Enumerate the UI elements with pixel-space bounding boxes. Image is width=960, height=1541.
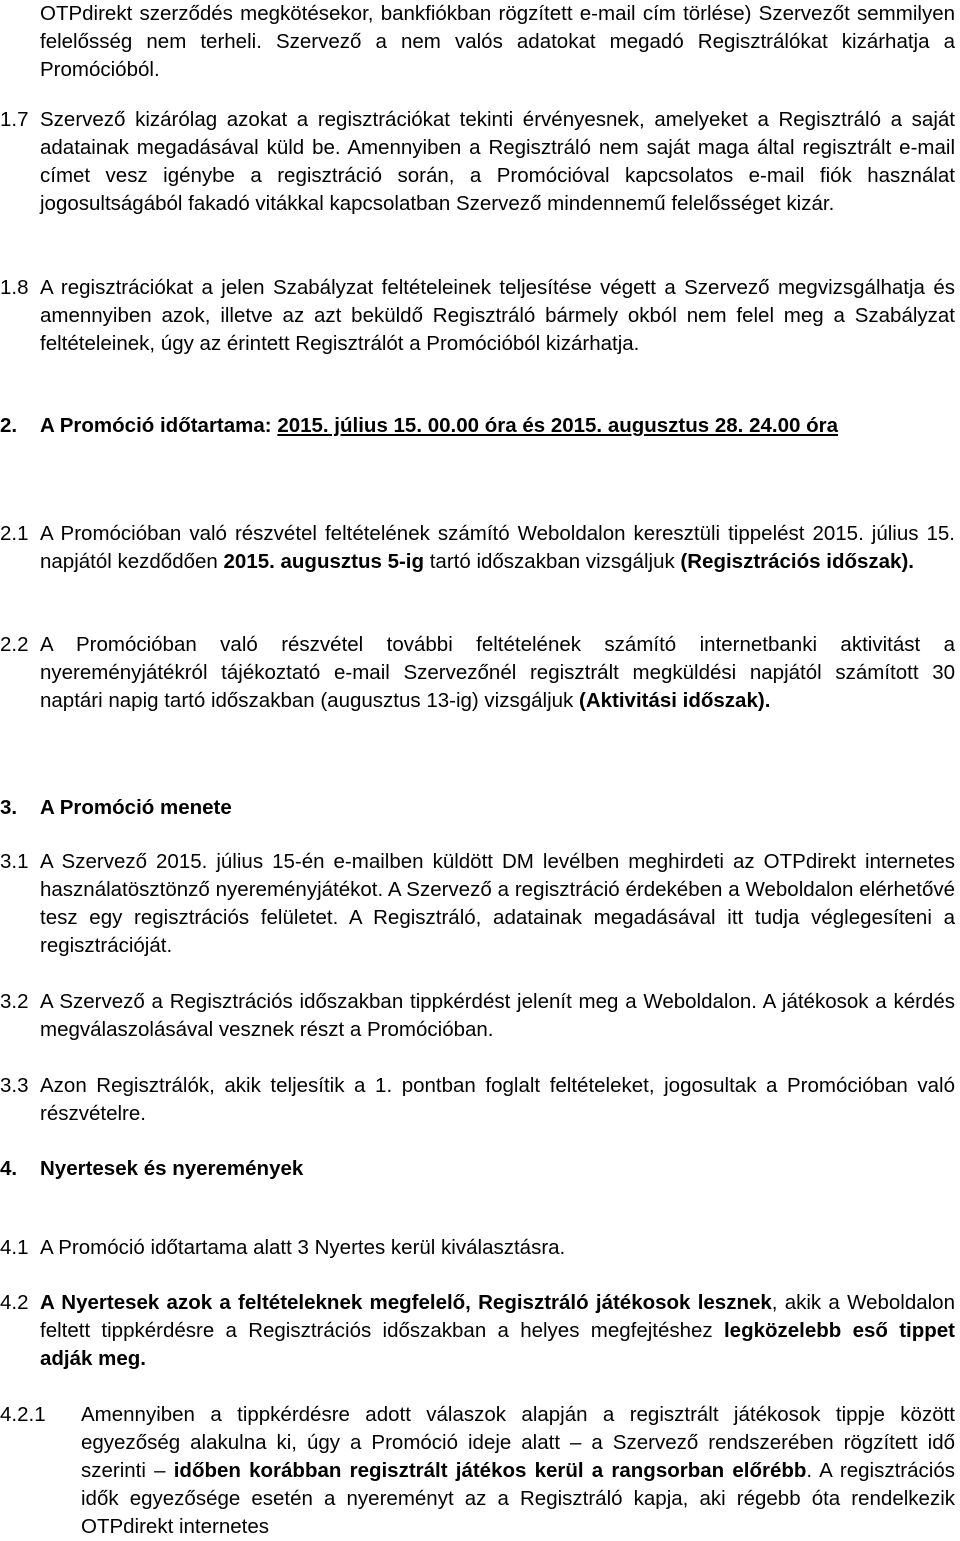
heading-label: Nyertesek és nyeremények: [40, 1157, 304, 1180]
section-text: Szervező kizárólag azokat a regisztrációkat tekinti érvényesnek, amelyeket a Regisztráló a saját adatainak megadásával küld be. Amennyiben a Regisztráló nem saját maga által regisztrált e-mail címet vesz igénybe a regisztráció során, a Promócióval kapcsolatos e-mail fiók használat jogosultságából fakadó vitákkal kapcsolatban Szervező mindennemű felelősséget kizár.: [40, 108, 955, 215]
heading-label: A Promóció menete: [40, 796, 232, 819]
section-text: A Szervező 2015. július 15-én e-mailben küldött DM levélben meghirdeti az OTPdirekt internetes használatösztönző nyereményjátékot. A Szervező a regisztráció érdekében a Weboldalon elérhetővé tesz egy regisztrációs felületet. A Regisztráló, adatainak megadásával itt tudja véglegesíteni a regisztrációját.: [40, 850, 955, 957]
section-number: 2.1: [0, 522, 29, 545]
heading-dates: 2015. július 15. 00.00 óra és 2015. augusztus 28. 24.00 óra: [277, 414, 838, 437]
section-text-part: A Promócióban való részvétel további feltételének számító internetbanki aktivitást a nyereményjátékról tájékoztató e-mail Szervezőnél regisztrált megküldési napjától számított 30 naptári napig tartó időszakban (augusztus 13-ig) vizsgáljuk: [40, 633, 955, 712]
section-bold-text: A Nyertesek azok a feltételeknek megfelelő, Regisztráló játékosok lesznek: [40, 1291, 772, 1314]
section-text: A regisztrációkat a jelen Szabályzat feltételeinek teljesítése végett a Szervező megvizsgálhatja és amennyiben azok, illetve az azt beküldő Regisztráló bármely okból nem felel meg a Szabályzat feltételeinek, úgy az érintett Regisztrálót a Promócióból kizárhatja.: [40, 276, 955, 355]
section-number: 3.2: [0, 990, 29, 1013]
section-text-part: . A regisztrációs idők egyezősége esetén a nyereményt az a Regisztráló kapja, aki régebb óta rendelkezik OTPdirekt internetes: [81, 1459, 955, 1538]
section-number: 3.1: [0, 850, 29, 873]
heading-number: 2.: [0, 414, 18, 437]
section-text-part: tartó időszakban vizsgáljuk: [424, 550, 681, 573]
section-text-part: , akik a Weboldalon feltett tippkérdésre a Regisztrációs időszakban a helyes megfejtéshez: [40, 1291, 955, 1342]
section-number: 3.3: [0, 1074, 29, 1097]
section-3-2: [0, 988, 955, 1044]
heading-number: 4.: [0, 1157, 18, 1180]
paragraph-text: OTPdirekt szerződés megkötésekor, bankfiókban rögzített e-mail cím törlése) Szervezőt semmilyen felelősség nem terheli. Szervező a nem valós adatokat megadó Regisztrálókat kizárhatja a Promócióból.: [40, 2, 955, 81]
section-bold-date: 2015. augusztus 5-ig: [223, 550, 425, 573]
section-bold-term: (Regisztrációs időszak).: [680, 550, 914, 573]
heading-2: [0, 412, 955, 440]
section-3-3: [0, 1072, 955, 1128]
section-bold-text: legközelebb eső tippet adják meg.: [40, 1319, 955, 1370]
section-2-1: [0, 520, 955, 576]
section-text-part: A Promócióban való részvétel feltételének számító Weboldalon keresztüli tippelést 2015. július 15. napjától kezdődően: [40, 522, 955, 573]
section-1-8: [0, 274, 955, 358]
heading-4: [0, 1155, 955, 1183]
section-number: 2.2: [0, 633, 29, 656]
section-text: A Szervező a Regisztrációs időszakban tippkérdést jelenít meg a Weboldalon. A játékosok a kérdés megválaszolásával vesznek részt a Promócióban.: [40, 990, 955, 1041]
section-number: 4.2.1: [0, 1403, 46, 1426]
paragraph-intro: [40, 0, 955, 84]
section-bold-text: időben korábban regisztrált játékos kerül a rangsorban előrébb: [173, 1459, 807, 1482]
heading-number: 3.: [0, 796, 18, 819]
section-number: 4.2: [0, 1291, 29, 1314]
section-1-7: [0, 106, 955, 218]
section-3-1: [0, 848, 955, 960]
section-text: Azon Regisztrálók, akik teljesítik a 1. pontban foglalt feltételeket, jogosultak a Promócióban való részvételre.: [40, 1074, 955, 1125]
heading-3: [0, 794, 955, 822]
section-4-2: [0, 1289, 955, 1373]
section-number: 4.1: [0, 1236, 29, 1259]
section-number: 1.7: [0, 108, 29, 131]
section-text-part: Amennyiben a tippkérdésre adott válaszok alapján a regisztrált játékosok tippje között egyezőség alakulna ki, úgy a Promóció ideje alatt – a Szervező rendszerében rögzített idő szerinti –: [81, 1403, 955, 1482]
section-text: A Promóció időtartama alatt 3 Nyertes kerül kiválasztásra.: [40, 1236, 566, 1259]
section-bold-term: (Aktivitási időszak).: [579, 689, 771, 712]
section-4-1: [0, 1234, 955, 1262]
heading-label: A Promóció időtartama:: [40, 414, 272, 437]
section-4-2-1: [0, 1401, 955, 1541]
section-number: 1.8: [0, 276, 29, 299]
section-2-2: [0, 631, 955, 715]
